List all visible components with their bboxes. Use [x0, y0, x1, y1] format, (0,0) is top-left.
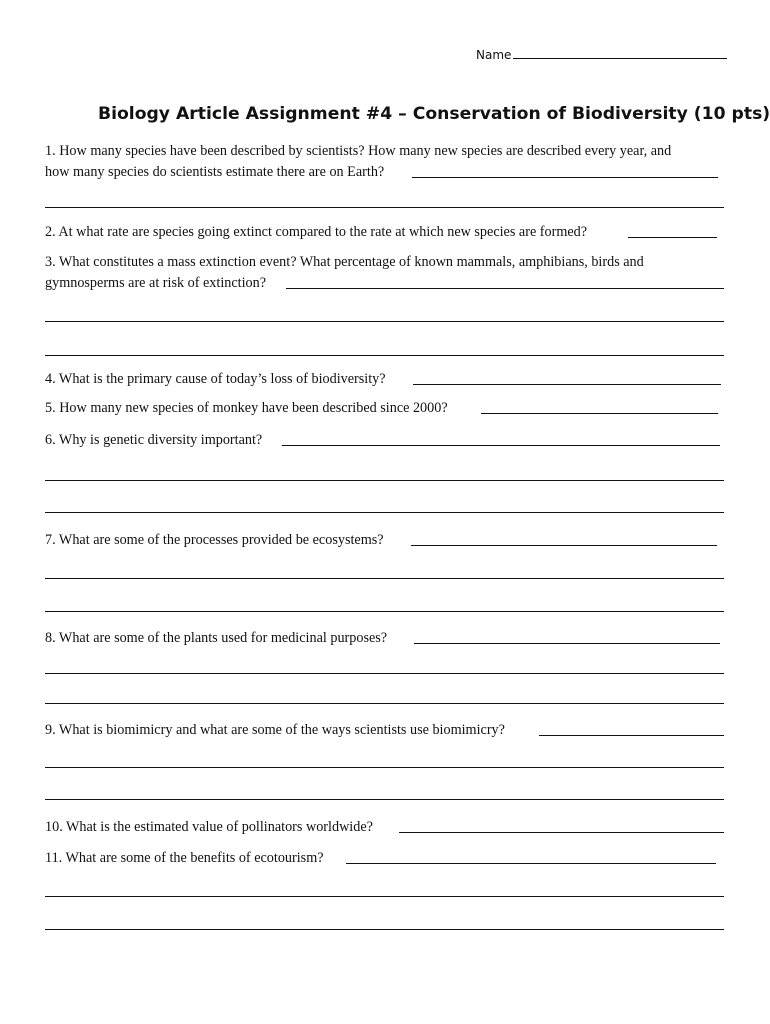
question-3-line-1: 3. What constitutes a mass extinction event? What percentage of known mammals, amphibians, birds and — [45, 254, 644, 270]
answer-line-10[interactable] — [399, 832, 724, 833]
answer-line-2[interactable] — [628, 237, 717, 238]
question-10: 10. What is the estimated value of pollinators worldwide? — [45, 819, 373, 835]
answer-line-8c[interactable] — [45, 703, 724, 704]
question-9: 9. What is biomimicry and what are some of the ways scientists use biomimicry? — [45, 722, 505, 738]
answer-line-9b[interactable] — [45, 767, 724, 768]
answer-line-3a[interactable] — [286, 288, 724, 289]
question-2: 2. At what rate are species going extinct compared to the rate at which new species are formed? — [45, 224, 588, 240]
answer-line-4[interactable] — [413, 384, 721, 385]
question-5: 5. How many new species of monkey have been described since 2000? — [45, 400, 448, 416]
question-8: 8. What are some of the plants used for medicinal purposes? — [45, 630, 388, 646]
answer-line-9a[interactable] — [539, 735, 724, 736]
question-6: 6. Why is genetic diversity important? — [45, 432, 263, 448]
answer-line-8b[interactable] — [45, 673, 724, 674]
question-11: 11. What are some of the benefits of ecotourism? — [45, 850, 324, 866]
answer-line-3c[interactable] — [45, 355, 724, 356]
assignment-title: Biology Article Assignment #4 – Conservation of Biodiversity (10 pts) — [98, 104, 770, 124]
answer-line-7c[interactable] — [45, 611, 724, 612]
answer-line-6a[interactable] — [282, 445, 720, 446]
answer-line-6b[interactable] — [45, 480, 724, 481]
question-4: 4. What is the primary cause of today’s loss of biodiversity? — [45, 371, 386, 387]
answer-line-6c[interactable] — [45, 512, 724, 513]
answer-line-11a[interactable] — [346, 863, 716, 864]
answer-line-7b[interactable] — [45, 578, 724, 579]
answer-line-11b[interactable] — [45, 896, 724, 897]
name-blank[interactable] — [513, 46, 727, 59]
answer-line-3b[interactable] — [45, 321, 724, 322]
answer-line-1b[interactable] — [45, 207, 724, 208]
name-field[interactable] — [476, 46, 727, 62]
answer-line-8a[interactable] — [414, 643, 720, 644]
question-1-line-1: 1. How many species have been described by scientists? How many new species are described every year, and — [45, 143, 672, 159]
name-label: Name — [476, 48, 512, 62]
answer-line-1a[interactable] — [412, 177, 718, 178]
answer-line-11c[interactable] — [45, 929, 724, 930]
answer-line-9c[interactable] — [45, 799, 724, 800]
answer-line-5[interactable] — [481, 413, 718, 414]
question-1-line-2: how many species do scientists estimate there are on Earth? — [45, 164, 385, 180]
question-3-line-2: gymnosperms are at risk of extinction? — [45, 275, 267, 291]
answer-line-7a[interactable] — [411, 545, 717, 546]
question-7: 7. What are some of the processes provided be ecosystems? — [45, 532, 384, 548]
